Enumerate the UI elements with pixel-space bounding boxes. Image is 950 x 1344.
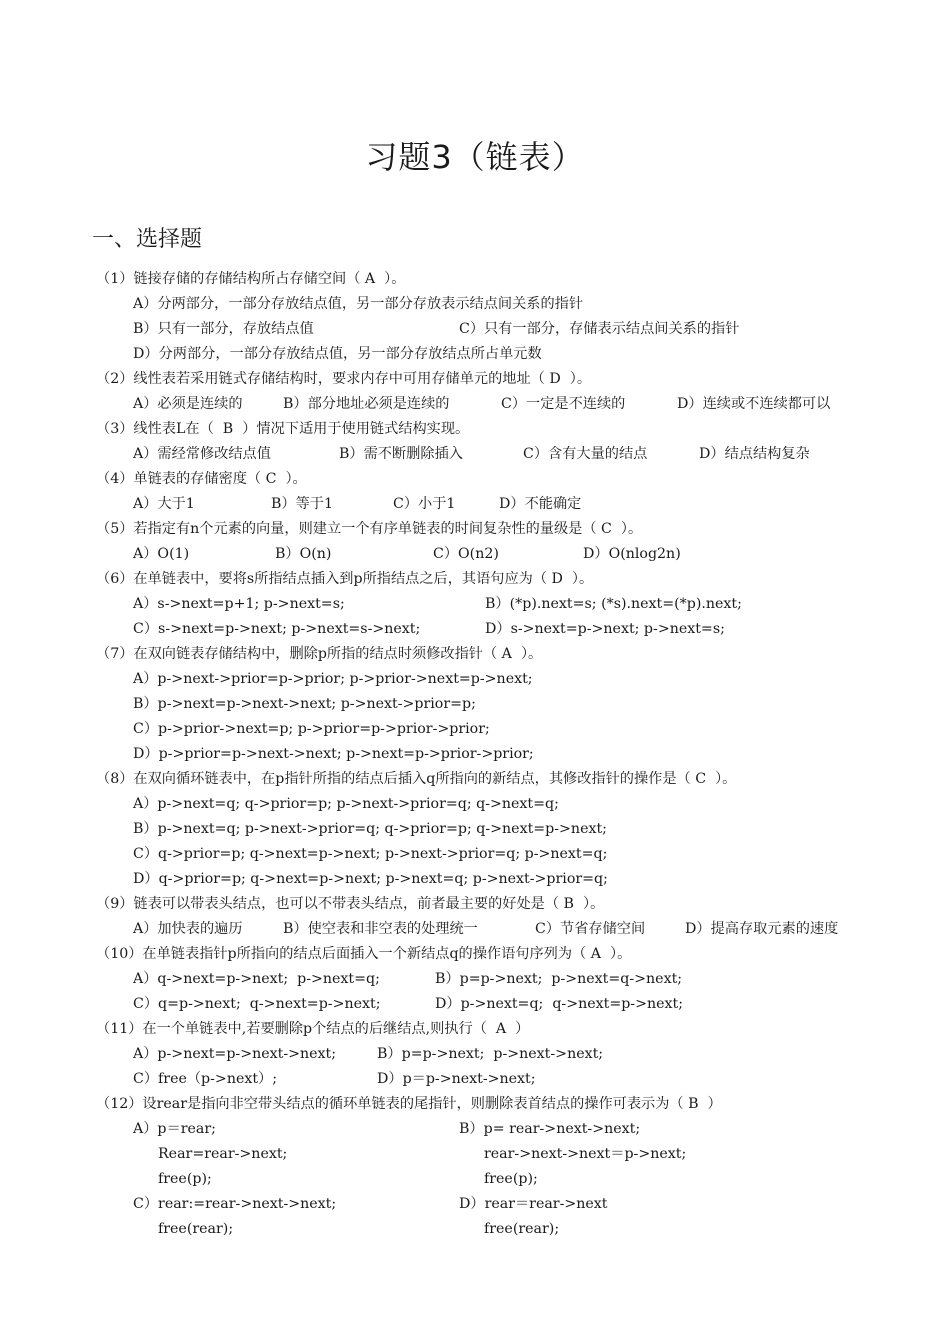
question-stem: （3）线性表L在（ B ）情况下适用于使用链式结构实现。	[96, 421, 470, 437]
option-b: B）部分地址必须是连续的	[283, 396, 450, 412]
option-line: B）p= rear->next->next;	[459, 1121, 641, 1137]
question-stem: （9）链表可以带表头结点，也可以不带表头结点，前者最主要的好处是（ B ）。	[96, 896, 605, 912]
option-line: D）rear＝rear->next	[459, 1196, 608, 1212]
option-row	[96, 542, 926, 567]
page-title: 习题3（链表）	[365, 138, 585, 176]
option-grid	[96, 1117, 926, 1242]
option-b: B）使空表和非空表的处理统一	[283, 921, 478, 937]
option-c: C）p->prior->next=p; p->prior=p->prior->prior;	[133, 721, 490, 737]
option-b: B）等于1	[271, 496, 334, 512]
option-row	[96, 617, 926, 642]
section-heading: 一、选择题	[92, 227, 203, 252]
option-c	[133, 1192, 459, 1242]
option-a	[133, 1117, 459, 1192]
question-stem: （11）在一个单链表中,若要删除p个结点的后继结点,则执行（ A ）	[96, 1021, 530, 1037]
option-a: A）必须是连续的	[133, 396, 243, 412]
option-line: Rear=rear->next;	[158, 1146, 288, 1162]
question-stem: （12）设rear是指向非空带头结点的循环单链表的尾指针，则删除表首结点的操作可表示为（ B ）	[96, 1096, 722, 1112]
question-stem: （1）链接存储的存储结构所占存储空间（ A ）。	[96, 271, 406, 287]
option-row	[96, 967, 926, 992]
option-c: C）O(n2)	[433, 546, 499, 562]
option-row	[96, 592, 926, 617]
option-row	[96, 317, 926, 342]
option-a: A）需经常修改结点值	[133, 446, 271, 462]
option-c: C）free（p->next）;	[133, 1071, 278, 1087]
question-6	[96, 567, 926, 642]
option-b: B）需不断删除插入	[339, 446, 463, 462]
option-c: C）一定是不连续的	[501, 396, 626, 412]
option-d: D）连续或不连续都可以	[677, 396, 831, 412]
option-a: A）O(1)	[133, 546, 190, 562]
option-d: D）分两部分，一部分存放结点值，另一部分存放结点所占单元数	[133, 346, 542, 362]
option-d: D）结点结构复杂	[699, 446, 810, 462]
option-line: free(rear);	[158, 1221, 234, 1237]
question-9	[96, 892, 926, 942]
question-list	[96, 267, 926, 1242]
question-stem: （6）在单链表中，要将s所指结点插入到p所指结点之后，其语句应为（ D ）。	[96, 571, 594, 587]
option-row	[96, 1042, 926, 1067]
option-d: D）不能确定	[499, 496, 582, 512]
option-line: A）p＝rear;	[133, 1121, 216, 1137]
option-d: D）p->next=q; q->next=p->next;	[435, 996, 683, 1012]
option-line: free(rear);	[484, 1221, 560, 1237]
option-d: D）p->prior=p->next->next; p->next=p->prior->prior;	[133, 746, 534, 762]
question-2	[96, 367, 926, 417]
option-c: C）q->prior=p; q->next=p->next; p->next->prior=q; p->next=q;	[133, 846, 608, 862]
question-11	[96, 1017, 926, 1092]
question-stem: （10）在单链表指针p所指向的结点后面插入一个新结点q的操作语句序列为（ A ）。	[96, 946, 632, 962]
question-stem: （4）单链表的存储密度（ C ）。	[96, 471, 307, 487]
option-row	[96, 917, 926, 942]
question-5	[96, 517, 926, 567]
option-b: B）p->next=p->next->next; p->next->prior=p;	[133, 696, 476, 712]
question-8	[96, 767, 926, 892]
option-a: A）加快表的遍历	[133, 921, 243, 937]
option-row	[96, 442, 926, 467]
option-row	[96, 492, 926, 517]
option-a: A）s->next=p+1; p->next=s;	[133, 596, 345, 612]
option-b: B）p->next=q; p->next->prior=q; q->prior=p; q->next=p->next;	[133, 821, 607, 837]
option-b: B）O(n)	[275, 546, 332, 562]
option-c: C）只有一部分，存储表示结点间关系的指针	[459, 321, 740, 337]
option-c: C）小于1	[393, 496, 456, 512]
option-a: A）分两部分，一部分存放结点值，另一部分存放表示结点间关系的指针	[133, 296, 584, 312]
question-stem: （5）若指定有n个元素的向量，则建立一个有序单链表的时间复杂性的量级是（ C ）。	[96, 521, 643, 537]
option-c: C）含有大量的结点	[523, 446, 648, 462]
option-d: D）s->next=p->next; p->next=s;	[485, 621, 725, 637]
question-stem: （8）在双向循环链表中，在p指针所指的结点后插入q所指向的新结点，其修改指针的操作是（ C ）。	[96, 771, 737, 787]
option-c: C）s->next=p->next; p->next=s->next;	[133, 621, 421, 637]
option-c: C）节省存储空间	[535, 921, 646, 937]
option-line: C）rear:=rear->next->next;	[133, 1196, 337, 1212]
option-line: free(p);	[484, 1171, 538, 1187]
question-4	[96, 467, 926, 517]
option-row	[96, 992, 926, 1017]
option-a: A）q->next=p->next; p->next=q;	[133, 971, 380, 987]
option-c: C）q=p->next; q->next=p->next;	[133, 996, 381, 1012]
option-b	[459, 1117, 785, 1192]
option-a: A）p->next=q; q->prior=p; p->next->prior=q; q->next=q;	[133, 796, 559, 812]
option-b: B）只有一部分，存放结点值	[133, 321, 314, 337]
option-d	[459, 1192, 785, 1242]
option-d: D）q->prior=p; q->next=p->next; p->next=q; p->next->prior=q;	[133, 871, 608, 887]
option-line: free(p);	[158, 1171, 212, 1187]
question-3	[96, 417, 926, 467]
option-b: B）p=p->next; p->next->next;	[377, 1046, 604, 1062]
option-a: A）大于1	[133, 496, 195, 512]
option-line: rear->next->next＝p->next;	[484, 1146, 687, 1162]
question-12	[96, 1092, 926, 1242]
option-row	[96, 392, 926, 417]
question-stem: （2）线性表若采用链式存储结构时，要求内存中可用存储单元的地址（ D ）。	[96, 371, 592, 387]
option-d: D）O(nlog2n)	[583, 546, 681, 562]
option-row	[96, 1067, 926, 1092]
question-stem: （7）在双向链表存储结构中，删除p所指的结点时须修改指针（ A ）。	[96, 646, 543, 662]
option-b: B）p=p->next; p->next=q->next;	[435, 971, 683, 987]
option-a: A）p->next->prior=p->prior; p->prior->next=p->next;	[133, 671, 533, 687]
option-b: B）(*p).next=s; (*s).next=(*p).next;	[485, 596, 742, 612]
question-10	[96, 942, 926, 1017]
option-d: D）提高存取元素的速度	[685, 921, 839, 937]
option-d: D）p＝p->next->next;	[377, 1071, 536, 1087]
option-a: A）p->next=p->next->next;	[133, 1046, 337, 1062]
question-7	[96, 642, 926, 767]
question-1	[96, 267, 926, 367]
